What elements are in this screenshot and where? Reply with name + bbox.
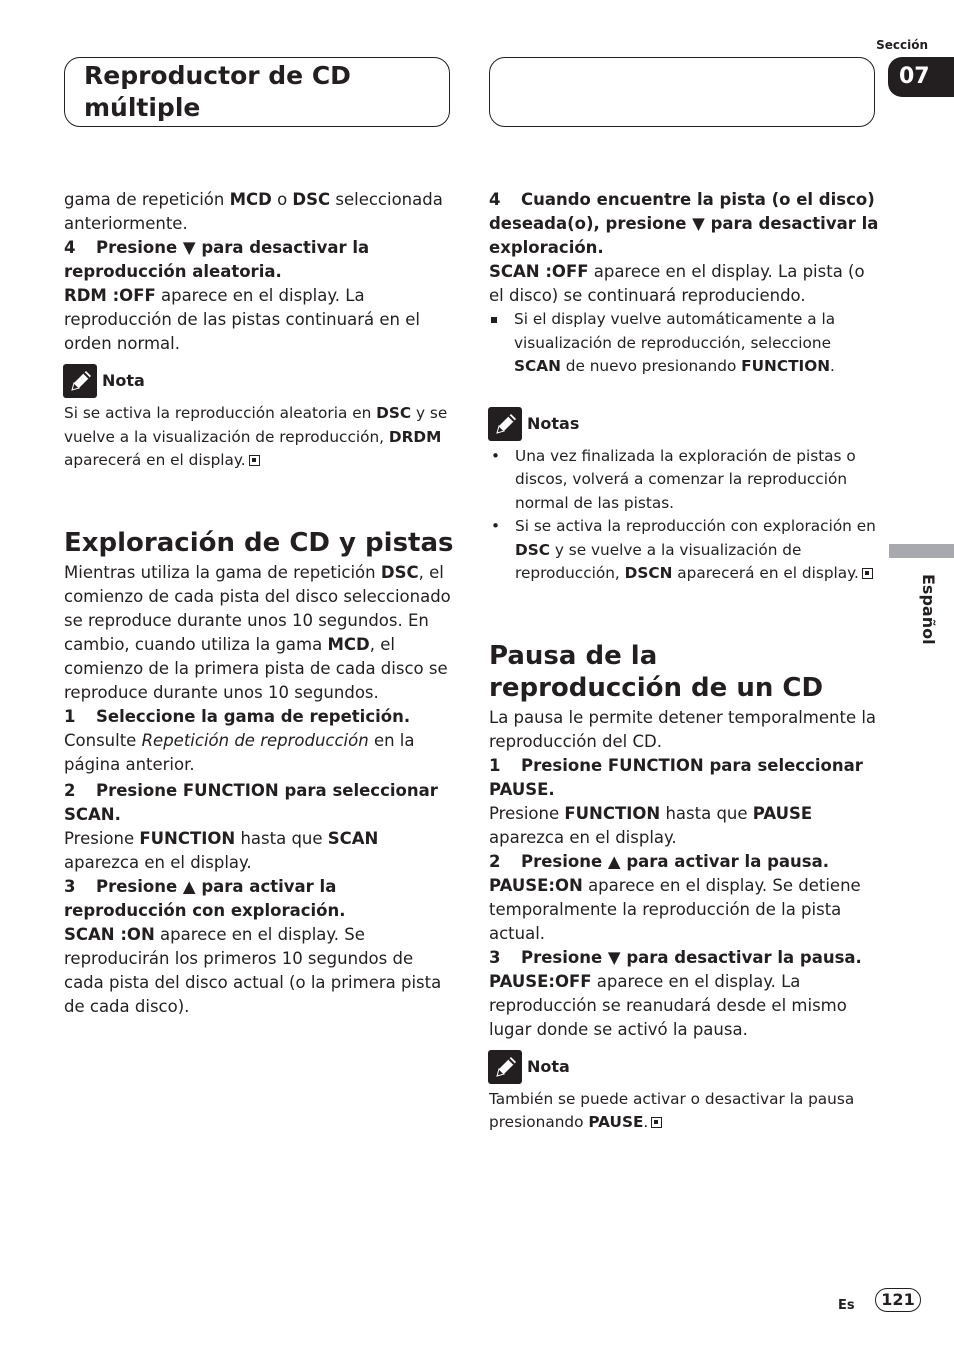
- intro-paragraph: gama de repetición MCD o DSC seleccionada anteriormente.: [64, 190, 443, 233]
- section-intro: La pausa le permite detener temporalmente la reproducción del CD.: [489, 707, 877, 751]
- step-heading: 1 Presione FUNCTION para seleccionar PAUSE.: [489, 755, 863, 799]
- step-tip: Si el display vuelve automáticamente a la visualización de reproducción, seleccione SCAN de nuevo presionando FUNCTION.: [489, 308, 879, 379]
- right-column: [489, 188, 879, 1135]
- note-title: Nota: [527, 1056, 570, 1076]
- notes-list: [489, 445, 879, 586]
- step-body: SCAN :OFF aparece en el display. La pista (o el disco) se continuará reproduciendo.: [489, 262, 865, 305]
- left-column: [64, 188, 454, 1019]
- step-body: SCAN :ON aparece en el display. Se reproducirán los primeros 10 segundos de cada pista del disco actual (o la primera pista de cada disco).: [64, 924, 442, 1016]
- section-heading: Exploración de CD y pistas: [64, 527, 454, 558]
- section-label: Sección: [876, 38, 928, 52]
- footer-lang-code: Es: [838, 1298, 855, 1313]
- step-heading: 2 Presione FUNCTION para seleccionar SCAN.: [64, 780, 438, 824]
- note-body: Si se activa la reproducción aleatoria en DSC y se vuelve a la visualización de reproducción, DRDM aparecerá en el display.: [64, 404, 448, 469]
- step-heading: 3 Presione ▲ para activar la reproducción con exploración.: [64, 876, 346, 920]
- list-item: • Si se activa la reproducción con exploración en DSC y se vuelve a la visualización de reproducción, DSCN aparecerá en el display.: [489, 515, 879, 586]
- step-body: Consulte Repetición de reproducción en la página anterior.: [64, 730, 415, 774]
- step-heading: 2 Presione ▲ para activar la pausa.: [489, 851, 829, 871]
- header-title: Reproductor de CD múltiple: [84, 61, 351, 122]
- step-heading: 4 Presione ▼ para desactivar la reproducción aleatoria.: [64, 238, 370, 281]
- step-body: Presione FUNCTION hasta que PAUSE aparezca en el display.: [489, 803, 813, 847]
- end-stop-icon: [862, 568, 873, 579]
- note-pencil-icon: [488, 407, 522, 441]
- page-number: 121: [875, 1288, 921, 1312]
- list-item: • Una vez finalizada la exploración de pistas o discos, volverá a comenzar la reproducción normal de las pistas.: [489, 445, 879, 516]
- header-right-box: [489, 57, 875, 127]
- step-body: PAUSE:OFF aparece en el display. La reproducción se reanudará desde el mismo lugar donde se activó la pausa.: [489, 971, 847, 1039]
- step-body: PAUSE:ON aparece en el display. Se detiene temporalmente la reproducción de la pista actual.: [489, 875, 861, 943]
- notes-title: Notas: [527, 413, 580, 433]
- note-header: [488, 1050, 879, 1084]
- step-heading: 3 Presione ▼ para desactivar la pausa.: [489, 947, 862, 967]
- step-heading: 4 Cuando encuentre la pista (o el disco) deseada(o), presione ▼ para desactivar la exploración.: [489, 190, 879, 257]
- side-tab-bar: [889, 544, 954, 558]
- note-pencil-icon: [488, 1050, 522, 1084]
- note-body: También se puede activar o desactivar la pausa presionando PAUSE.: [489, 1089, 855, 1131]
- end-stop-icon: [249, 455, 260, 466]
- notes-header: [488, 407, 879, 441]
- step-body: RDM :OFF aparece en el display. La reproducción de las pistas continuará en el orden normal.: [64, 286, 420, 353]
- section-heading: Pausa de la reproducción de un CD: [489, 640, 824, 703]
- note-header: [63, 364, 454, 398]
- section-number-tab: 07: [888, 57, 954, 97]
- step-heading: 1 Seleccione la gama de repetición.: [64, 706, 411, 726]
- note-pencil-icon: [63, 364, 97, 398]
- side-tab-language: Español: [919, 574, 938, 645]
- note-title: Nota: [102, 371, 145, 390]
- section-intro: Mientras utiliza la gama de repetición DSC, el comienzo de cada pista del disco seleccionado se reproduce durante unos 10 segundos. En cambio, cuando utiliza la gama MCD, el comienzo de la primera pista de cada disco se reproduce durante unos 10 segundos.: [64, 562, 451, 702]
- end-stop-icon: [651, 1117, 662, 1128]
- step-body: Presione FUNCTION hasta que SCAN aparezca en el display.: [64, 828, 379, 872]
